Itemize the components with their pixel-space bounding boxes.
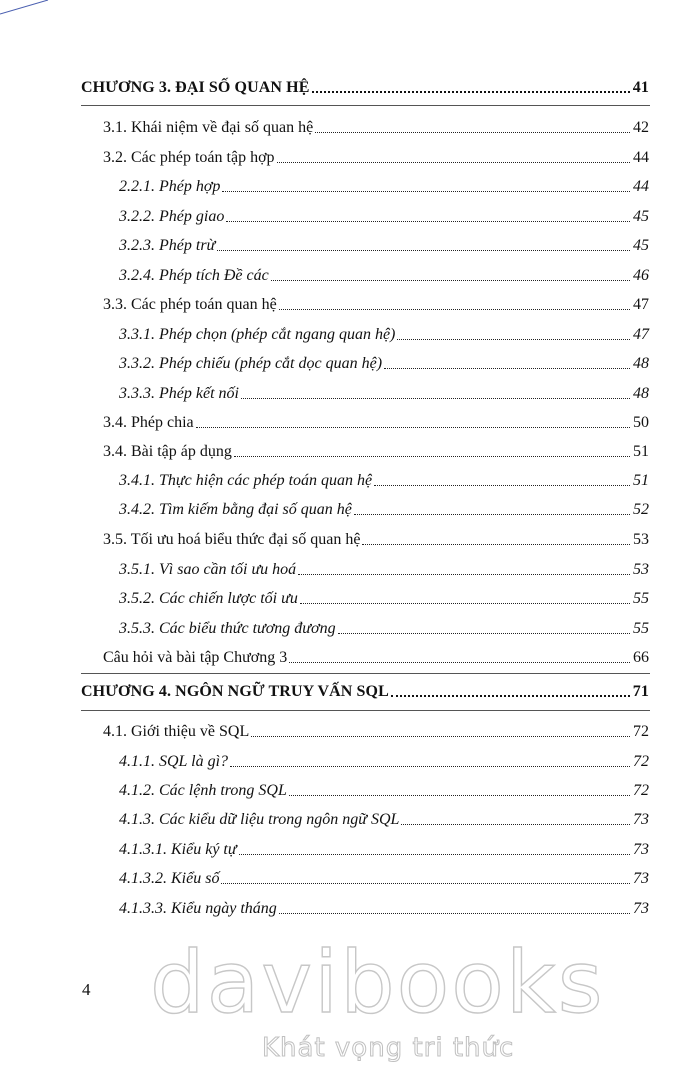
dot-leader [234,455,630,457]
toc-title: 4.1.2. Các lệnh trong SQL [119,782,287,799]
toc-page: 42 [633,119,649,136]
toc-title: 2.2.1. Phép hợp [119,178,221,195]
dot-leader [279,308,630,310]
toc-subsection-3-3-3[interactable] [119,382,649,404]
toc-page: 51 [633,443,649,460]
toc-page: 41 [632,79,649,96]
toc-section-3-3[interactable] [103,293,649,315]
corner-pen-mark [0,0,60,20]
chapter-divider [81,673,650,674]
toc-title: 3.3.2. Phép chiếu (phép cắt dọc quan hệ) [119,355,383,372]
toc-subsection-3-5-2[interactable] [119,587,649,609]
dot-leader [374,484,630,486]
toc-page: 73 [633,841,649,858]
toc-chapter-3-exercises[interactable] [103,646,649,668]
dot-leader [315,131,630,133]
toc-page: 72 [633,723,649,740]
dot-leader [251,735,630,737]
toc-title: 3.4.1. Thực hiện các phép toán quan hệ [119,472,373,489]
dot-leader [289,661,630,663]
toc-page: 48 [633,355,649,372]
chapter-divider [81,710,650,711]
watermark-logo: davibooks [150,933,605,1033]
toc-title: 4.1.3.1. Kiểu ký tự [119,841,237,858]
toc-subsection-3-2-3[interactable] [119,234,649,256]
dot-leader [217,249,630,251]
toc-subsection-2-2-1[interactable] [119,175,649,197]
toc-subsection-4-1-2[interactable] [119,779,649,801]
toc-subsection-3-4-2[interactable] [119,498,649,520]
dot-leader [362,543,630,545]
toc-page: 44 [633,178,649,195]
toc-page: 73 [633,900,649,917]
toc-section-3-4-bai-tap[interactable] [103,440,649,462]
toc-page: 71 [632,683,649,700]
toc-section-3-5[interactable] [103,528,649,550]
toc-title: CHƯƠNG 4. NGÔN NGỮ TRUY VẤN SQL [81,683,389,700]
dot-leader [397,338,630,340]
toc-title: 3.5. Tối ưu hoá biểu thức đại số quan hệ [103,531,361,548]
toc-page: 53 [633,561,649,578]
toc-page: 72 [633,782,649,799]
dot-leader [298,573,630,575]
toc-title: 3.4. Phép chia [103,414,194,431]
watermark-tagline: Khát vọng tri thức [262,1033,515,1063]
toc-subsection-3-2-4[interactable] [119,264,649,286]
toc-title: 4.1. Giới thiệu về SQL [103,723,250,740]
dot-leader [241,397,630,399]
toc-subsection-3-5-1[interactable] [119,558,649,580]
toc-section-4-1[interactable] [103,720,649,742]
toc-page: 72 [633,753,649,770]
toc-page: 51 [633,472,649,489]
toc-subsection-4-1-3-2[interactable] [119,867,649,889]
toc-page: 55 [633,620,649,637]
toc-chapter-4[interactable] [81,680,649,702]
toc-title: 3.5.3. Các biểu thức tương đương [119,620,336,637]
toc-title: 3.3.3. Phép kết nối [119,385,239,402]
toc-title: 3.2.4. Phép tích Đề các [119,267,269,284]
toc-page: 52 [633,501,649,518]
chapter-divider [81,105,650,106]
toc-title: Câu hỏi và bài tập Chương 3 [103,649,288,666]
dot-leader [222,190,630,192]
toc-title: 3.1. Khái niệm về đại số quan hệ [103,119,314,136]
toc-page: 45 [633,237,649,254]
toc-section-3-1[interactable] [103,116,649,138]
toc-title: 3.4. Bài tập áp dụng [103,443,232,460]
toc-page: 48 [633,385,649,402]
toc-title: 3.4.2. Tìm kiếm bằng đại số quan hệ [119,501,352,518]
toc-page: 66 [633,649,649,666]
dot-leader [391,694,630,697]
toc-title: 3.2. Các phép toán tập hợp [103,149,275,166]
toc-page: 44 [633,149,649,166]
toc-subsection-4-1-3-1[interactable] [119,838,649,860]
toc-title: 3.5.1. Vì sao cần tối ưu hoá [119,561,297,578]
toc-page: 73 [633,811,649,828]
dot-leader [384,367,630,369]
toc-title: 4.1.3.2. Kiểu số [119,870,220,887]
dot-leader [230,765,630,767]
dot-leader [239,853,630,855]
toc-subsection-4-1-3-3[interactable] [119,897,649,919]
toc-subsection-3-4-1[interactable] [119,469,649,491]
toc-title: 4.1.3. Các kiểu dữ liệu trong ngôn ngữ SQL [119,811,400,828]
toc-page: 47 [633,326,649,343]
toc-subsection-3-5-3[interactable] [119,617,649,639]
toc-subsection-4-1-3[interactable] [119,808,649,830]
toc-page: 53 [633,531,649,548]
page-number: 4 [82,980,91,999]
dot-leader [338,632,630,634]
toc-title: CHƯƠNG 3. ĐẠI SỐ QUAN HỆ [81,79,310,96]
toc-title: 4.1.1. SQL là gì? [119,753,229,770]
toc-title: 3.2.3. Phép trừ [119,237,216,254]
dot-leader [289,794,630,796]
toc-subsection-4-1-1[interactable] [119,750,649,772]
dot-leader [354,513,630,515]
toc-chapter-3[interactable] [81,76,649,98]
dot-leader [279,912,630,914]
toc-page: 73 [633,870,649,887]
dot-leader [196,426,630,428]
dot-leader [226,220,630,222]
toc-subsection-3-2-2[interactable] [119,205,649,227]
dot-leader [312,90,630,93]
toc-title: 3.2.2. Phép giao [119,208,225,225]
toc-subsection-3-3-1[interactable] [119,323,649,345]
toc-page: 47 [633,296,649,313]
dot-leader [277,161,630,163]
toc-page: 45 [633,208,649,225]
dot-leader [401,823,630,825]
dot-leader [300,602,630,604]
toc-page: 46 [633,267,649,284]
toc-section-3-4-chia[interactable] [103,411,649,433]
dot-leader [271,279,630,281]
toc-title: 3.3. Các phép toán quan hệ [103,296,277,313]
toc-title: 3.3.1. Phép chọn (phép cắt ngang quan hệ) [119,326,396,343]
toc-page: 55 [633,590,649,607]
toc-title: 4.1.3.3. Kiểu ngày tháng [119,900,277,917]
toc-subsection-3-3-2[interactable] [119,352,649,374]
toc-page: 50 [633,414,649,431]
toc-title: 3.5.2. Các chiến lược tối ưu [119,590,298,607]
toc-section-3-2[interactable] [103,146,649,168]
dot-leader [221,882,630,884]
